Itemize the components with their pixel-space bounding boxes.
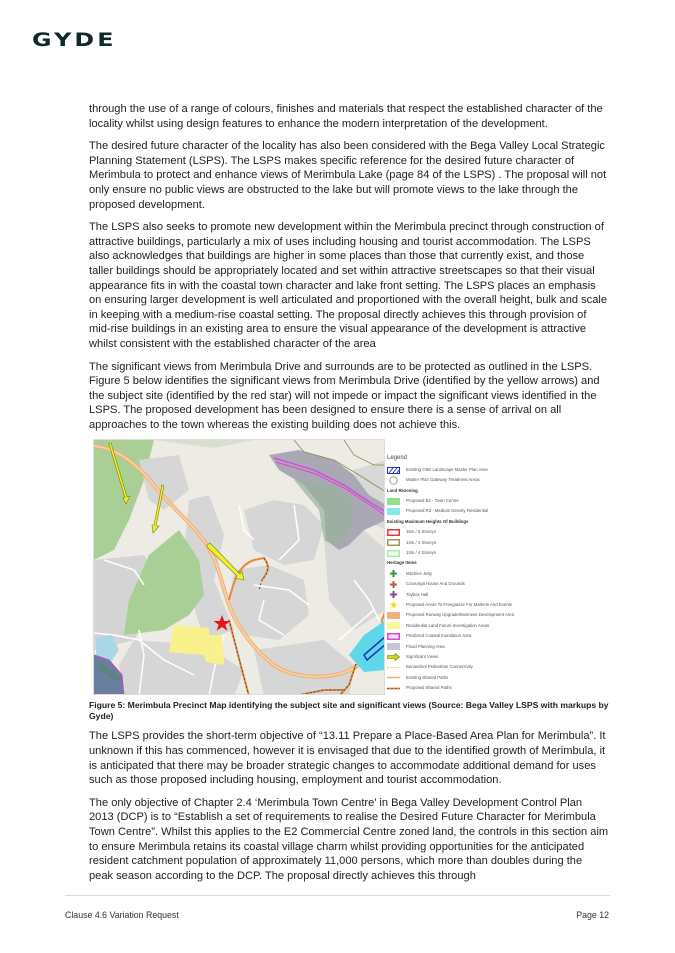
heritage-cross-icon [387,591,400,598]
legend-item: Existing CBD Landscape Master Plan Area [387,465,592,475]
gyde-logo: GYDE [32,29,117,51]
hatch-swatch-icon [387,467,400,474]
legend-item: Significant Views [387,652,592,662]
heritage-cross-icon [387,581,400,588]
outline-swatch-icon [387,550,400,557]
fill-swatch-icon [387,498,400,505]
legend-item: Proposed Runway Upgrade/Business Development Area [387,610,592,620]
map-legend [387,453,592,693]
legend-item: 14m / 4 Storeys [387,538,592,548]
paragraph: The significant views from Merimbula Drive and surrounds are to be protected as outlined in the LSPS. Figure 5 below identifies the significant views from Merimbula Drive (identified by the yellow arrows) and the subject site (identified by the red star) will not impede or impact the significant views identified in the LSPS. The proposed development has been designed to ensure there is a sense of arrival on all approaches to the town whereas the existing building does not achieve this. [89,360,600,431]
paragraph: The only objective of Chapter 2.4 ‘Merimbula Town Centre’ in Bega Valley Development Control Plan 2013 (DCP) is to “Establish a set of requirements to realise the Desired Future Character for Merimbula Town Centre”. Whilst this applies to the E2 Commercial Centre zoned land, the controls in this section aim to ensure Merimbula retains its coastal village charm whilst providing opportunities for the anticipated resident catchment population of approximately 11,000 persons, which more than doubles during the peak season according to the DCP. The proposal directly achieves this through [89,796,609,882]
paragraph: The LSPS also seeks to promote new development within the Merimbula precinct through construction of attractive buildings, particularly a mix of uses including housing and tourist accommodation. The LSPS also acknowledges that buildings are higher in some places than those that currently exist, and those taller buildings should be appropriately located and set within attractive streetscapes so that their visual appearance fits in with the coastal town character and lake front setting. The LSPS places an emphasis on ensuring larger development is well articulated and proportioned with the overall height, bulk and scale in keeping with a medium-rise coastal setting. The proposal directly achieves this through provision of mid-rise buildings in an existing area to ensure the visual appearance of the development is attractive whilst consistent with the established character of the area [89,221,608,350]
legend-item: Courunga House And Grounds [387,579,592,589]
figure-caption: Figure 5: Merimbula Precinct Map identifying the subject site and significant views (Source: Bega Valley LSPS with markups by Gyde) [89,700,609,722]
legend-item: Proposed R3 - Medium Density Residential [387,506,592,516]
dashed-line-icon [387,664,400,671]
legend-item: Residential Land Future Investigation Areas [387,621,592,631]
legend-item: Predicted Coastal Inundation Area [387,631,592,641]
legend-item: 16m / 5 Storeys [387,527,592,537]
figure-5-precinct-map [89,439,589,697]
footer-document-title: Clause 4.6 Variation Request [65,910,179,920]
fill-swatch-icon [387,612,400,619]
fill-swatch-icon [387,508,400,515]
legend-heading: Land Rezoning [387,487,418,493]
line-icon [387,674,400,681]
merimbula-precinct-map [93,439,385,695]
star-icon [387,602,400,609]
outline-swatch-icon [387,633,400,640]
legend-item: Existing Shared Paths [387,673,592,683]
legend-item: Mitchies Jetty [387,569,592,579]
legend-item: Benandool Pedestrian Connectivity [387,662,592,672]
legend-item: 13m / 4 Storeys [387,548,592,558]
paragraph: through the use of a range of colours, finishes and materials that respect the established character of the locality whilst using design features to enhance the modern interpretation of the development. [89,103,603,130]
page-content [89,102,609,891]
footer-page-number: Page 12 [576,910,609,920]
legend-title: Legend [387,455,408,462]
circle-swatch-icon [387,477,400,484]
paragraph: The LSPS provides the short-term objective of “13.11 Prepare a Place-Based Area Plan for Merimbula”. It unknown if this has commenced, however it is envisaged that due to the identified growth of Merimbula, it is anticipated that there may be broader strategic changes to accommodate additional demand for uses such as those proposed including housing, employment and tourist accommodation. [89,730,606,787]
legend-item: Toybox Hall [387,590,592,600]
legend-heading: Heritage Items [387,560,417,566]
outline-swatch-icon [387,539,400,546]
fill-swatch-icon [387,622,400,629]
legend-item: Proposed B2 - Town Centre [387,496,592,506]
arrow-icon [387,654,400,661]
legend-item: Flood Planning Area [387,642,592,652]
legend-heading: Existing Maximum Heights Of Buildings [387,518,469,524]
footer-divider [65,895,610,896]
legend-item: Proposed Shared Paths [387,683,592,693]
fill-swatch-icon [387,643,400,650]
paragraph: The desired future character of the locality has also been considered with the Bega Valley Local Strategic Planning Statement (LSPS). The LSPS makes specific reference for the desired future character of Merimbula to protect and enhance views of Merimbula Lake (page 84 of the LSPS) . The proposal will not only ensure no public views are obstructed to the lake but will promote views to the lake through the proposed development. [89,140,607,211]
heritage-cross-icon [387,570,400,577]
dashed-path-icon [387,685,400,692]
legend-item: Proposed Areas To Freeganize For Markets And Events [387,600,592,610]
legend-item: Master Plan Gateway Treatment Areas [387,475,592,485]
outline-swatch-icon [387,529,400,536]
